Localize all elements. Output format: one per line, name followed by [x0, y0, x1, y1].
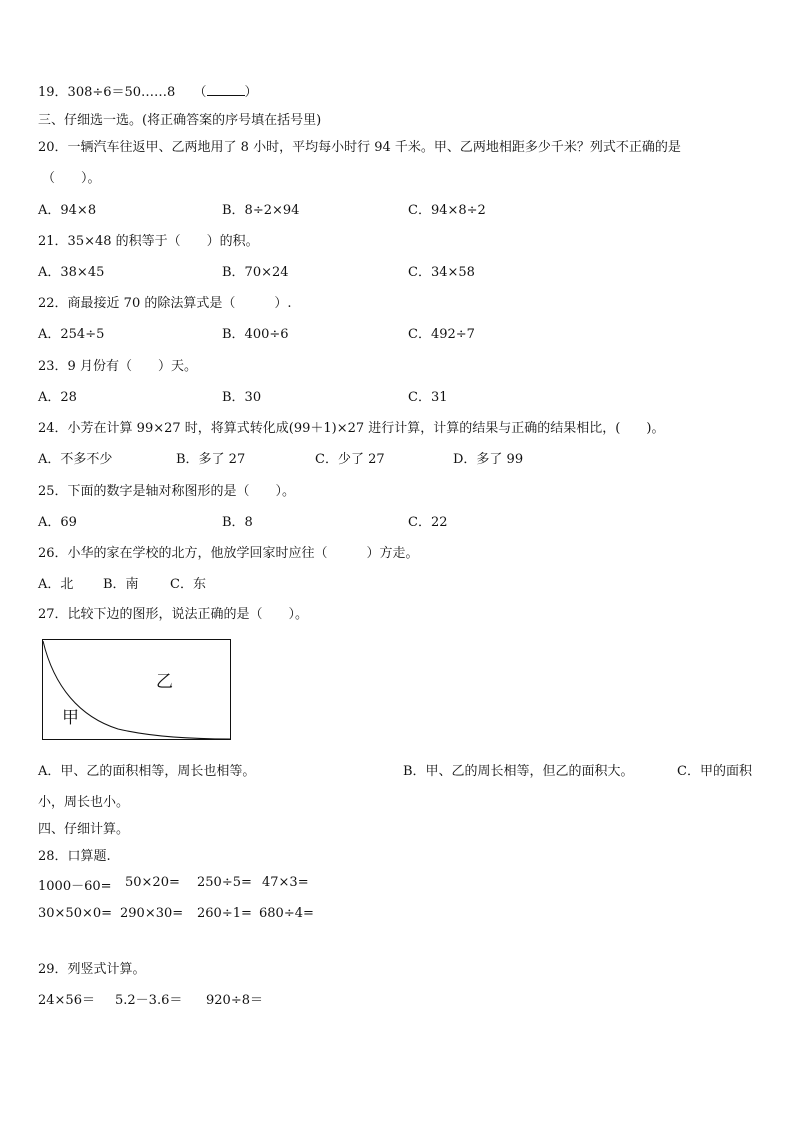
question-22-text: 22．商最接近 70 的除法算式是（ ）. [38, 296, 292, 311]
question-22-option-a[interactable]: A．254÷5 [38, 327, 105, 342]
question-23-option-a[interactable]: A．28 [38, 390, 77, 405]
question-20-text: 20．一辆汽车往返甲、乙两地用了 8 小时，平均每小时行 94 千米。甲、乙两地相距多少千米？列式不正确的是 [38, 140, 681, 155]
question-23-option-c[interactable]: C．31 [408, 390, 448, 405]
question-25-option-a[interactable]: A．69 [38, 515, 77, 530]
mental-calc-item: 290×30= [120, 906, 184, 921]
question-28-text: 28．口算题. [38, 849, 111, 864]
question-27-option-b[interactable]: B．甲、乙的周长相等，但乙的面积大。 [403, 764, 634, 779]
comparison-figure [42, 639, 232, 741]
mental-calc-item: 250÷5= [197, 875, 252, 890]
vertical-calc-item: 24×56＝ [38, 993, 95, 1008]
question-21-option-c[interactable]: C．34×58 [408, 265, 475, 280]
question-19-text: 19．308÷6＝50……8 [38, 85, 176, 100]
question-19-paren-open: （ [193, 85, 207, 100]
mental-calc-item: 50×20= [125, 875, 180, 890]
question-27-option-c[interactable]: C．甲的面积 [677, 764, 752, 779]
question-25-option-b[interactable]: B．8 [222, 515, 253, 530]
question-27-option-a[interactable]: A．甲、乙的面积相等，周长也相等。 [38, 764, 256, 779]
question-25-text: 25．下面的数字是轴对称图形的是（ ）。 [38, 484, 296, 499]
question-27-option-c-continued: 小，周长也小。 [38, 795, 130, 810]
vertical-calc-item: 5.2－3.6＝ [115, 993, 183, 1008]
figure-label-yi: 乙 [156, 672, 173, 692]
mental-calc-item: 1000－60= [38, 879, 112, 894]
question-24-option-a[interactable]: A．不多不少 [38, 452, 113, 467]
question-20-option-c[interactable]: C．94×8÷2 [408, 203, 486, 218]
section-4-title: 四、仔细计算。 [38, 822, 130, 837]
question-24-option-b[interactable]: B．多了 27 [176, 452, 246, 467]
question-21-option-b[interactable]: B．70×24 [222, 265, 289, 280]
question-29-text: 29．列竖式计算。 [38, 962, 146, 977]
mental-calc-item: 47×3= [262, 875, 309, 890]
question-23-text: 23．9 月份有（ ）天。 [38, 359, 197, 374]
question-20-option-a[interactable]: A．94×8 [38, 203, 97, 218]
question-24-option-d[interactable]: D．多了 99 [453, 452, 524, 467]
question-26-text: 26．小华的家在学校的北方，他放学回家时应往（ ）方走。 [38, 546, 419, 561]
mental-calc-item: 30×50×0= [38, 906, 113, 921]
section-3-title: 三、仔细选一选。(将正确答案的序号填在括号里) [38, 113, 322, 128]
question-20-blank: （ ）。 [42, 171, 101, 186]
question-26-option-a[interactable]: A．北 [38, 577, 74, 592]
mental-calc-item: 680÷4= [259, 906, 314, 921]
question-21-text: 21．35×48 的积等于（ ）的积。 [38, 234, 259, 249]
figure-label-jia: 甲 [62, 708, 79, 728]
question-25-option-c[interactable]: C．22 [408, 515, 448, 530]
vertical-calc-item: 920÷8＝ [206, 993, 263, 1008]
question-19-paren-close: ） [244, 85, 258, 100]
question-21-option-a[interactable]: A．38×45 [38, 265, 105, 280]
question-23-option-b[interactable]: B．30 [222, 390, 262, 405]
question-22-option-b[interactable]: B．400÷6 [222, 327, 289, 342]
question-26-option-b[interactable]: B．南 [103, 577, 139, 592]
question-24-option-c[interactable]: C．少了 27 [315, 452, 385, 467]
question-26-option-c[interactable]: C．东 [170, 577, 206, 592]
question-20-option-b[interactable]: B．8÷2×94 [222, 203, 300, 218]
question-27-text: 27．比较下边的图形，说法正确的是（ ）。 [38, 607, 309, 622]
question-19 [38, 81, 258, 100]
question-22-option-c[interactable]: C．492÷7 [408, 327, 475, 342]
mental-calc-item: 260÷1= [197, 906, 252, 921]
answer-blank-19[interactable] [207, 83, 245, 96]
question-24-text: 24．小芳在计算 99×27 时，将算式转化成(99＋1)×27 进行计算，计算的结果与正确的结果相比，( )。 [38, 421, 665, 436]
